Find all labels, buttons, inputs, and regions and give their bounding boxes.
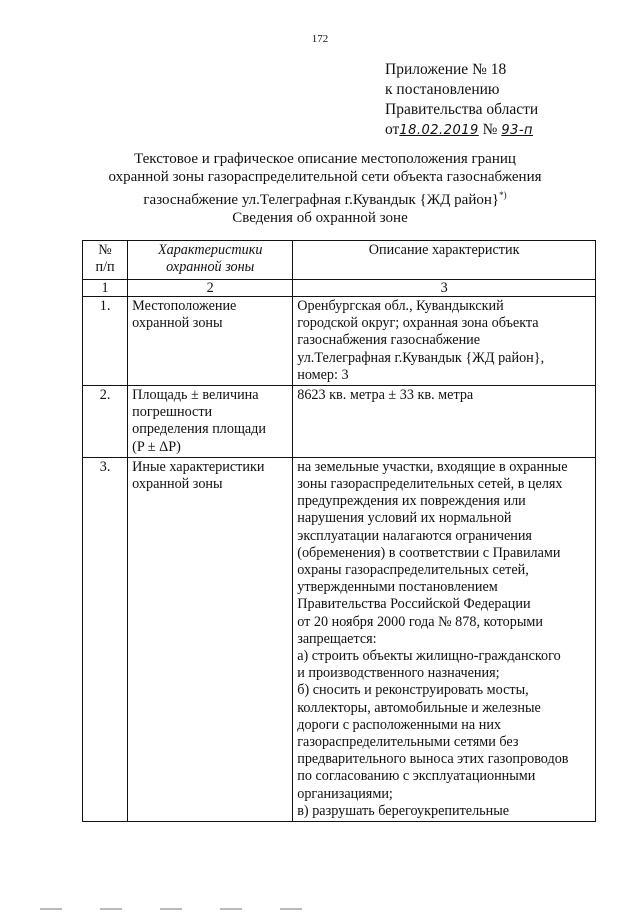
header-name: Характеристики охранной зоны — [128, 241, 293, 280]
title-line-3-text: газоснабжение ул.Телеграфная г.Кувандык {ЖД район} — [143, 192, 500, 208]
document-title — [90, 150, 560, 209]
appendix-line-2: к постановлению — [385, 81, 500, 98]
scan-mark — [280, 908, 302, 910]
title-line-1: Текстовое и графическое описание местоположения границ — [134, 151, 516, 167]
row-2-name: Площадь ± величина погрешности определения площади (P ± ΔP) — [128, 386, 293, 458]
header-desc: Описание характеристик — [293, 241, 596, 280]
row-3-name: Иные характеристики охранной зоны — [128, 457, 293, 821]
row-1-name: Местоположение охранной зоны — [128, 297, 293, 386]
row-3-desc: на земельные участки, входящие в охранные зоны газораспределительных сетей, в целях предупреждения их повреждения или нарушения условий их нормальной эксплуатации налагаются ограничения (обременения) в соответствии с Правилами охраны газораспределительных сетей, утвержденными постановлением Правительства Российской Федерации от 20 ноября 2000 года № 878, которыми запрещается: а) строить объекты жилищно-гражданского и производственного назначения; б) сносить и реконструировать мосты, коллекторы, автомобильные и железные дороги с расположенными на них газораспределительными сетями без предварительного выноса этих газопроводов по согласованию с эксплуатационными организациями; в) разрушать берегоукрепительные — [293, 457, 596, 821]
index-cell-3: 3 — [293, 280, 596, 297]
index-cell-1: 1 — [83, 280, 128, 297]
appendix-line-1: Приложение № 18 — [385, 61, 507, 78]
page-number: 172 — [311, 33, 329, 45]
title-line-2: охранной зоны газораспределительной сети объекта газоснабжения — [108, 169, 542, 185]
table-header-row — [83, 241, 596, 280]
zone-table — [82, 240, 596, 822]
scan-mark — [160, 908, 182, 910]
header-num: № п/п — [83, 241, 128, 280]
scan-mark — [100, 908, 122, 910]
handwritten-number: 93-п — [501, 123, 534, 138]
section-title: Сведения об охранной зоне — [232, 210, 408, 226]
row-2-desc: 8623 кв. метра ± 33 кв. метра — [293, 386, 596, 458]
table-row — [83, 297, 596, 386]
number-prefix: № — [482, 121, 498, 138]
title-line-3 — [90, 186, 560, 209]
row-3-num: 3. — [83, 457, 128, 821]
footnote-mark: *) — [499, 190, 507, 200]
scan-mark — [220, 908, 242, 910]
row-2-num: 2. — [83, 386, 128, 458]
index-cell-2: 2 — [128, 280, 293, 297]
row-1-desc: Оренбургская обл., Кувандыкский городской округ; охранная зона объекта газоснабжения газоснабжение ул.Телеграфная г.Кувандык {ЖД район}, номер: 3 — [293, 297, 596, 386]
appendix-line-3: Правительства области — [385, 101, 539, 118]
scan-edge-marks — [40, 897, 370, 899]
handwritten-date: 18.02.2019 — [399, 123, 479, 138]
table-row — [83, 457, 596, 821]
table-row — [83, 386, 596, 458]
table-index-row — [83, 280, 596, 297]
appendix-date-line — [385, 120, 538, 141]
date-prefix: от — [385, 121, 400, 138]
row-1-num: 1. — [83, 297, 128, 386]
scan-mark — [40, 908, 62, 910]
appendix-block — [385, 60, 538, 141]
